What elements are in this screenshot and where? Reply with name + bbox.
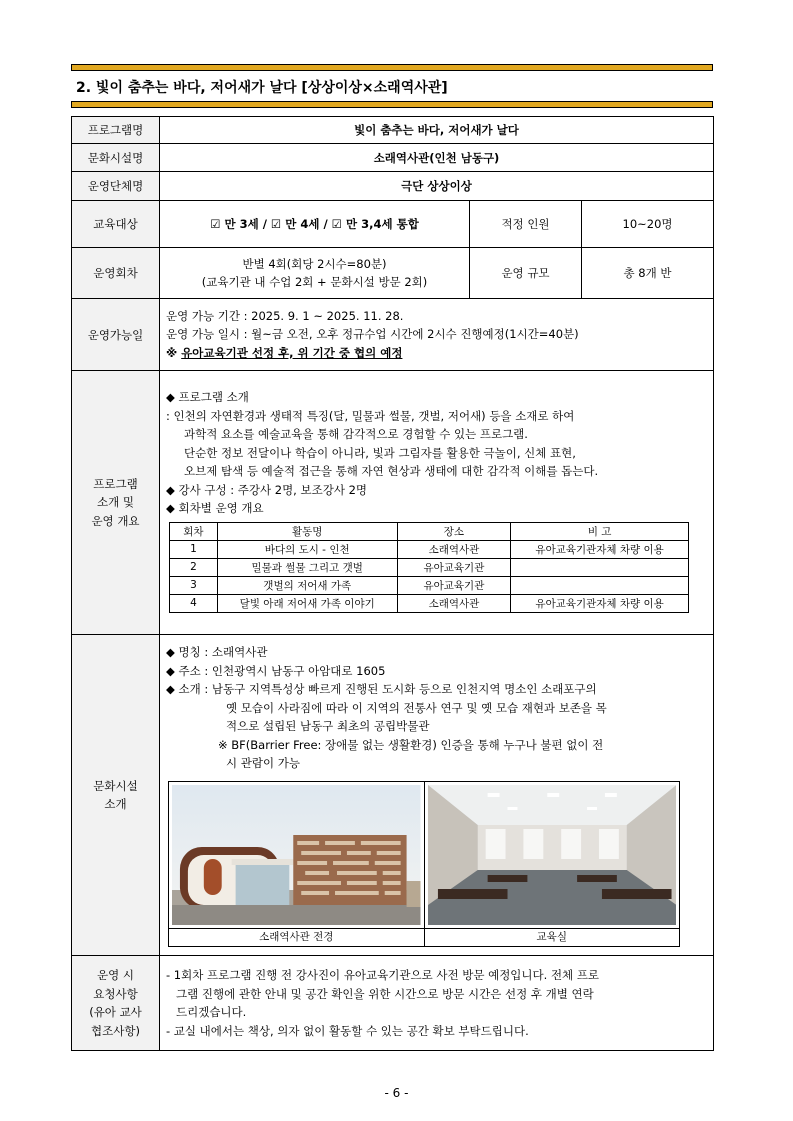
session-table-header bbox=[170, 522, 689, 540]
overview-label-1: 프로그램 bbox=[93, 476, 138, 491]
session-activity: 바다의 도시 - 인천 bbox=[217, 540, 397, 558]
facility-desc-2: 옛 모습이 사라짐에 따라 이 지역의 전통사 연구 및 옛 모습 재현과 보존을 목 bbox=[226, 700, 607, 715]
session-table bbox=[169, 522, 689, 613]
page-number: - 6 - bbox=[384, 1086, 409, 1100]
table-row bbox=[170, 540, 689, 558]
requests-label-3: (유아 교사 bbox=[89, 1005, 142, 1019]
value-facility bbox=[160, 635, 714, 956]
request-line-3: 드리겠습니다. bbox=[176, 1005, 247, 1019]
label-operator-name: 운영단체명 bbox=[72, 172, 160, 201]
session-note bbox=[511, 576, 689, 594]
intro-line-4: 오브제 탐색 등 예술적 접근을 통해 자연 현상과 생태에 대한 감각적 이해를 돕는다. bbox=[184, 464, 599, 479]
table-row bbox=[170, 576, 689, 594]
schedule-note-text: 유아교육기관 선정 후, 위 기간 중 협의 예정 bbox=[181, 345, 403, 360]
value-capacity: 10~20명 bbox=[582, 201, 714, 248]
schedule-note-mark: ※ bbox=[166, 345, 182, 360]
label-program-name: 프로그램명 bbox=[72, 117, 160, 144]
table-row bbox=[170, 594, 689, 612]
session-header-note: 비 고 bbox=[511, 522, 689, 540]
facility-label-2: 소개 bbox=[104, 797, 127, 811]
label-schedule: 운영가능일 bbox=[72, 299, 160, 371]
session-place: 유아교육기관 bbox=[397, 576, 511, 594]
request-line-1: - 1회차 프로그램 진행 전 강사진이 유아교육기관으로 사전 방문 예정입니다. 전체 프로 bbox=[166, 968, 600, 982]
row-schedule bbox=[72, 299, 714, 371]
row-target bbox=[72, 201, 714, 248]
photo-grid bbox=[168, 781, 680, 947]
session-header-place: 장소 bbox=[397, 522, 511, 540]
schedule-note bbox=[166, 344, 707, 363]
session-header-round: 회차 bbox=[170, 522, 218, 540]
session-round: 2 bbox=[170, 558, 218, 576]
sessions-line-2: (교육기관 내 수업 2회 + 문화시설 방문 2회) bbox=[201, 275, 428, 289]
value-operator-name: 극단 상상이상 bbox=[160, 172, 714, 201]
session-round: 4 bbox=[170, 594, 218, 612]
row-overview bbox=[72, 371, 714, 635]
value-requests bbox=[160, 956, 714, 1051]
session-activity: 달빛 아래 저어새 가족 이야기 bbox=[217, 594, 397, 612]
instructors-line: ◆ 강사 구성 : 주강사 2명, 보조강사 2명 bbox=[166, 482, 368, 497]
row-program-name bbox=[72, 117, 714, 144]
heading-bottom-bar bbox=[71, 101, 713, 108]
row-facility bbox=[72, 635, 714, 956]
session-note bbox=[511, 558, 689, 576]
sessions-line-1: 반별 4회(회당 2시수=80분) bbox=[242, 256, 387, 271]
request-line-2: 그램 진행에 관한 안내 및 공간 확인을 위한 시간으로 방문 시간은 선정 후 개별 연락 bbox=[176, 986, 594, 1001]
row-sessions bbox=[72, 248, 714, 299]
label-target: 교육대상 bbox=[72, 201, 160, 248]
value-program-name: 빛이 춤추는 바다, 저어새가 날다 bbox=[160, 117, 714, 144]
session-round: 1 bbox=[170, 540, 218, 558]
facility-address-line: ◆ 주소 : 인천광역시 남동구 아암대로 1605 bbox=[166, 663, 386, 678]
session-note: 유아교육기관자체 차량 이용 bbox=[511, 540, 689, 558]
schedule-period: 운영 가능 기간 : 2025. 9. 1 ~ 2025. 11. 28. bbox=[166, 308, 404, 323]
value-target: ☑ 만 3세 / ☑ 만 4세 / ☑ 만 3,4세 통합 bbox=[160, 201, 470, 248]
facility-desc-3: 적으로 설립된 남동구 최초의 공립박물관 bbox=[226, 719, 430, 734]
label-requests bbox=[72, 956, 160, 1051]
session-activity: 갯벌의 저어새 가족 bbox=[217, 576, 397, 594]
label-overview bbox=[72, 371, 160, 635]
value-overview bbox=[160, 371, 714, 635]
row-operator-name bbox=[72, 172, 714, 201]
row-facility-name bbox=[72, 144, 714, 172]
requests-label-2: 요청사항 bbox=[93, 986, 138, 1001]
overview-label-3: 운영 개요 bbox=[91, 513, 140, 528]
label-scale: 운영 규모 bbox=[470, 248, 582, 299]
photo-building-caption: 소래역사관 전경 bbox=[169, 928, 424, 946]
intro-line-3: 단순한 정보 전달이나 학습이 아니라, 빛과 그림자를 활용한 극놀이, 신체 표현, bbox=[184, 445, 576, 460]
value-schedule bbox=[160, 299, 714, 371]
intro-line-1: : 인천의 자연환경과 생태적 특징(달, 밀물과 썰물, 갯벌, 저어새) 등을 소재로 하여 bbox=[166, 408, 575, 423]
photo-building-cell bbox=[169, 782, 425, 946]
facility-bf-1: ※ BF(Barrier Free: 장애물 없는 생활환경) 인증을 통해 누구나 불편 없이 전 bbox=[218, 737, 604, 752]
intro-title: ◆ 프로그램 소개 bbox=[166, 390, 249, 405]
photo-classroom-caption: 교육실 bbox=[425, 928, 680, 946]
session-place: 소래역사관 bbox=[397, 540, 511, 558]
session-round: 3 bbox=[170, 576, 218, 594]
facility-name-line: ◆ 명칭 : 소래역사관 bbox=[166, 645, 268, 660]
program-info-table bbox=[71, 116, 714, 1051]
requests-label-4: 협조사항) bbox=[91, 1023, 140, 1038]
label-sessions: 운영회차 bbox=[72, 248, 160, 299]
session-place: 소래역사관 bbox=[397, 594, 511, 612]
classroom-photo bbox=[428, 785, 677, 925]
table-row bbox=[170, 558, 689, 576]
value-sessions bbox=[160, 248, 470, 299]
session-header-activity: 활동명 bbox=[217, 522, 397, 540]
facility-bf-2: 시 관람이 가능 bbox=[226, 756, 300, 771]
session-place: 유아교육기관 bbox=[397, 558, 511, 576]
overview-label-2: 소개 및 bbox=[97, 495, 134, 510]
intro-line-2: 과학적 요소를 예술교육을 통해 감각적으로 경험할 수 있는 프로그램. bbox=[184, 427, 528, 442]
label-facility bbox=[72, 635, 160, 956]
session-activity: 밀물과 썰물 그리고 갯벌 bbox=[217, 558, 397, 576]
facility-desc-1: ◆ 소개 : 남동구 지역특성상 빠르게 진행된 도시화 등으로 인천지역 명소인 소래포구의 bbox=[166, 682, 597, 697]
session-title: ◆ 회차별 운영 개요 bbox=[166, 501, 264, 516]
facility-label-1: 문화시설 bbox=[93, 778, 138, 793]
building-photo bbox=[172, 785, 421, 925]
photo-classroom-cell bbox=[425, 782, 680, 946]
value-facility-name: 소래역사관(인천 남동구) bbox=[160, 144, 714, 172]
requests-label-1: 운영 시 bbox=[97, 968, 134, 982]
row-requests bbox=[72, 956, 714, 1051]
session-note: 유아교육기관자체 차량 이용 bbox=[511, 594, 689, 612]
schedule-time: 운영 가능 일시 : 월~금 오전, 오후 정규수업 시간에 2시수 진행예정(1시간=40분) bbox=[166, 327, 579, 342]
request-line-4: - 교실 내에서는 책상, 의자 없이 활동할 수 있는 공간 확보 부탁드립니다. bbox=[166, 1023, 529, 1038]
label-capacity: 적정 인원 bbox=[470, 201, 582, 248]
value-scale: 총 8개 반 bbox=[582, 248, 714, 299]
section-heading: 2. 빛이 춤추는 바다, 저어새가 날다 [상상이상×소래역사관] bbox=[76, 80, 448, 96]
label-facility-name: 문화시설명 bbox=[72, 144, 160, 172]
heading-top-bar bbox=[71, 64, 713, 71]
